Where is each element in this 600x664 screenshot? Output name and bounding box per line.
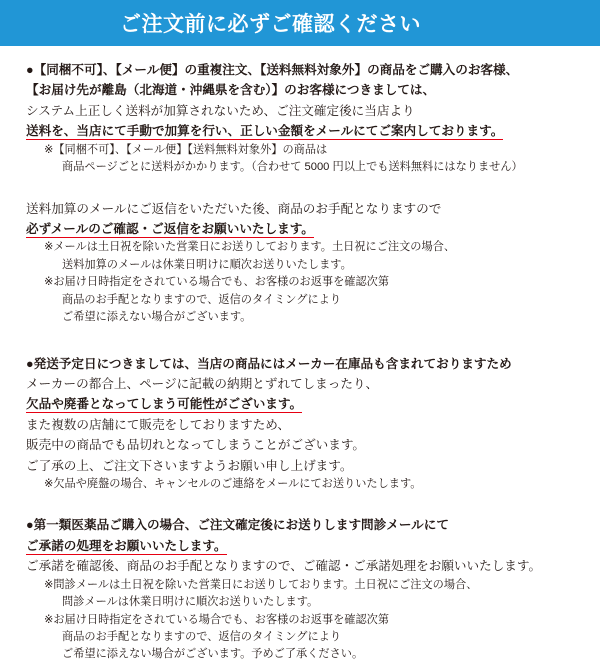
notice-line: システム上正しく送料が加算されないため、ご注文確定後に当店より <box>26 103 415 118</box>
notice-note: ご希望に添えない場合がございます。予めご了承ください。 <box>62 648 364 661</box>
notice-note: ※お届け日時指定をされている場合でも、お客様のお返事を確認次第 <box>44 276 390 289</box>
section-delivery-schedule <box>26 354 574 494</box>
notice-note: ※【同梱不可】、【メール便】【送料無料対象外】の商品は <box>44 143 328 156</box>
notice-note: 送料加算のメールは休業日明けに順次お送りいたします。 <box>62 258 352 271</box>
notice-note: 商品ページごとに送料がかかります。（合わせて 5000 円以上でも送料無料にはなりません） <box>62 161 523 174</box>
notice-line: ご了承の上、ご注文下さいますようお願い申し上げます。 <box>26 458 353 473</box>
notice-line: ご承諾を確認後、商品のお手配となりますので、ご確認・ご承諾処理をお願いいたします。 <box>26 559 542 574</box>
notice-line: 送料加算のメールにご返信をいただいた後、商品のお手配となりますので <box>26 201 442 216</box>
notice-line: ●第一類医薬品ご購入の場合、ご注文確定後にお送りします問診メールにて <box>26 518 449 533</box>
notice-line-emphasis: ご承諾の処理をお願いいたします。 <box>26 538 227 553</box>
notice-note: 商品のお手配となりますので、返信のタイミングにより <box>62 293 342 306</box>
notice-line: 【お届け先が離島（北海道・沖縄県を含む）】のお客様につきましては、 <box>26 83 436 98</box>
page-title: ご注文前に必ずご確認ください <box>120 13 421 36</box>
notice-note: ※メールは土日祝を除いた営業日にお送りしております。土日祝にご注文の場合、 <box>44 241 456 254</box>
page-header <box>0 0 600 46</box>
notice-note: ※欠品や廃盤の場合、キャンセルのご連絡をメールにてお送りいたします。 <box>44 477 422 490</box>
notice-line: ●【同梱不可】、【メール便】の重複注文、【送料無料対象外】の商品をご購入のお客様、 <box>26 63 519 77</box>
notice-line-emphasis: 欠品や廃番となってしまう可能性がございます。 <box>26 397 303 412</box>
notice-line: 販売中の商品でも品切れとなってしまうことがございます。 <box>26 438 366 453</box>
notice-line-emphasis: 送料を、当店にて手動で加算を行い、正しい金額をメールにてご案内しております。 <box>26 124 504 139</box>
section-shipping-surcharge <box>26 60 574 177</box>
section-reply-required <box>26 199 574 327</box>
notice-note: ※問診メールは土日祝を除いた営業日にお送りしております。土日祝にご注文の場合、 <box>44 578 478 591</box>
notice-line-emphasis: 必ずメールのご確認・ご返信をお願いいたします。 <box>26 221 314 236</box>
notice-note: 問診メールは休業日明けに順次お送りいたします。 <box>62 596 319 609</box>
notice-note: ※お届け日時指定をされている場合でも、お客様のお返事を確認次第 <box>44 613 390 626</box>
notice-line: メーカーの都合上、ページに記載の納期とずれてしまったり、 <box>26 377 379 392</box>
notice-note: ご希望に添えない場合がございます。 <box>62 311 252 324</box>
notice-line: ●発送予定日につきましては、当店の商品にはメーカー在庫品も含まれておりますため <box>26 356 512 371</box>
notice-body <box>0 46 600 664</box>
notice-line: また複数の店舗にて販売をしておりますため、 <box>26 417 290 432</box>
notice-note: 商品のお手配となりますので、返信のタイミングにより <box>62 631 342 644</box>
section-medicine-questionnaire <box>26 515 574 664</box>
